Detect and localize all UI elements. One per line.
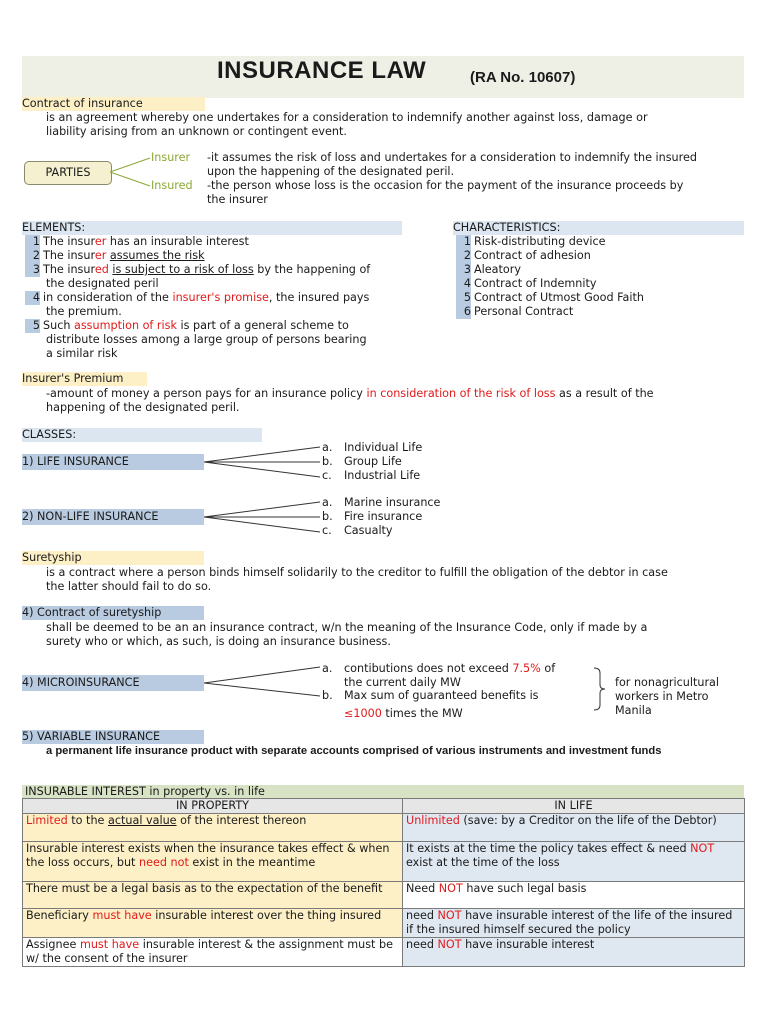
characteristic-item-1: 1 Risk-distributing device	[456, 235, 744, 249]
table-header-row	[23, 799, 745, 814]
characteristic-item-3: 3 Aleatory	[456, 263, 744, 277]
property-cell: Insurable interest exists when the insurance takes effect & when the loss occurs, but need not exist in the meantime	[23, 842, 403, 882]
element-item-5: 5 Such assumption of risk is part of a general scheme to distribute losses among a large group of persons bearing a similar risk	[25, 319, 405, 361]
property-cell: There must be a legal basis as to the expectation of the benefit	[23, 882, 403, 909]
micro-note-line3: Manila	[615, 704, 652, 717]
column-header-property: IN PROPERTY	[23, 799, 403, 814]
life-class-c: c. Industrial Life	[322, 469, 421, 482]
contract-suretyship-heading: 4) Contract of suretyship	[22, 606, 204, 620]
property-cell: Limited to the actual value of the interest thereon	[23, 814, 403, 842]
variable-insurance-label: 5) VARIABLE INSURANCE	[22, 730, 204, 744]
parties-box: PARTIES	[24, 161, 112, 185]
non-life-insurance-label: 2) NON-LIFE INSURANCE	[22, 509, 204, 525]
life-insurance-label: 1) LIFE INSURANCE	[22, 454, 204, 470]
life-cell: Unlimited (save: by a Creditor on the life of the Debtor)	[403, 814, 745, 842]
non-life-class-a: a. Marine insurance	[322, 496, 441, 509]
classes-heading: CLASSES:	[22, 428, 262, 442]
table-row	[23, 842, 745, 882]
element-item-2: 2 The insurer assumes the risk	[25, 249, 405, 263]
characteristic-item-6: 6 Personal Contract	[456, 305, 744, 319]
life-cell: It exists at the time the policy takes effect & need NOT exist at the time of the loss	[403, 842, 745, 882]
column-header-life: IN LIFE	[403, 799, 745, 814]
property-cell: Assignee must have insurable interest & the assignment must be w/ the consent of the insurer	[23, 938, 403, 967]
micro-bracket	[592, 667, 608, 711]
contract-definition-line1: is an agreement whereby one undertakes for a consideration to indemnify another against loss, damage or	[46, 111, 648, 124]
micro-note-line1: for nonagricultural	[615, 676, 720, 689]
micro-note-line2: workers in Metro	[615, 690, 709, 703]
premium-heading: Insurer's Premium	[22, 372, 147, 386]
contract-suretyship-line1: shall be deemed to be an an insurance contract, w/n the meaning of the Insurance Code, only if made by a	[46, 621, 648, 634]
microinsurance-connector	[204, 660, 322, 704]
micro-class-a-letter: a.	[322, 662, 333, 675]
characteristics-list	[456, 235, 744, 319]
characteristic-item-2: 2 Contract of adhesion	[456, 249, 744, 263]
table-row	[23, 882, 745, 909]
variable-insurance-definition: a permanent life insurance product with separate accounts comprised of various instruments and investment funds	[46, 745, 662, 757]
element-item-1: 1 The insurer has an insurable interest	[25, 235, 405, 249]
premium-definition-line2: happening of the designated peril.	[46, 401, 240, 414]
life-cell: Need NOT have such legal basis	[403, 882, 745, 909]
insurer-definition-line2: upon the happening of the designated peril.	[207, 165, 455, 178]
insured-label: Insured	[151, 179, 193, 192]
suretyship-definition-line1: is a contract where a person binds himself solidarily to the creditor to fulfill the obligation of the debtor in case	[46, 566, 668, 579]
characteristics-heading: CHARACTERISTICS:	[453, 221, 744, 235]
contract-suretyship-line2: surety who or which, as such, is doing an insurance business.	[46, 635, 391, 648]
page-title: INSURANCE LAW	[217, 57, 427, 84]
characteristic-item-5: 5 Contract of Utmost Good Faith	[456, 291, 744, 305]
life-class-a: a. Individual Life	[322, 441, 423, 454]
characteristic-item-4: 4 Contract of Indemnity	[456, 277, 744, 291]
parties-connector	[110, 150, 152, 194]
micro-class-a-line1: contibutions does not exceed 7.5% of	[344, 662, 556, 675]
micro-class-b-line2: ≤1000 times the MW	[344, 707, 463, 720]
contract-definition-line2: liability arising from an unknown or contingent event.	[46, 125, 347, 138]
non-life-class-c: c. Casualty	[322, 524, 393, 537]
insurable-interest-title: INSURABLE INTEREST in property vs. in life	[22, 785, 744, 798]
table-row	[23, 909, 745, 938]
micro-class-a-line2: the current daily MW	[344, 676, 461, 689]
element-item-4: 4 in consideration of the insurer's promise, the insured pays the premium.	[25, 291, 405, 319]
non-life-class-b: b. Fire insurance	[322, 510, 423, 523]
life-class-b: b. Group Life	[322, 455, 402, 468]
table-row	[23, 814, 745, 842]
suretyship-heading: Suretyship	[22, 551, 204, 565]
title-bar	[22, 56, 744, 98]
life-insurance-connector	[204, 440, 322, 484]
element-item-3: 3 The insured is subject to a risk of loss by the happening of the designated peril	[25, 263, 405, 291]
microinsurance-label: 4) MICROINSURANCE	[22, 675, 204, 691]
life-cell: need NOT have insurable interest	[403, 938, 745, 967]
property-cell: Beneficiary must have insurable interest over the thing insured	[23, 909, 403, 938]
insured-definition-line1: -the person whose loss is the occasion for the payment of the insurance proceeds by	[207, 179, 684, 192]
elements-list	[25, 235, 405, 361]
micro-class-b-letter: b.	[322, 689, 333, 702]
insurer-definition-line1: -it assumes the risk of loss and undertakes for a consideration to indemnify the insured	[207, 151, 697, 164]
insured-definition-line2: the insurer	[207, 193, 268, 206]
premium-definition-line1: -amount of money a person pays for an insurance policy in consideration of the risk of loss as a result of the	[46, 387, 654, 400]
non-life-insurance-connector	[204, 495, 322, 539]
suretyship-definition-line2: the latter should fail to do so.	[46, 580, 212, 593]
elements-heading: ELEMENTS:	[22, 221, 402, 235]
micro-class-b-line1: Max sum of guaranteed benefits is	[344, 689, 539, 702]
table-row	[23, 938, 745, 967]
life-cell: need NOT have insurable interest of the life of the insured if the insured himself secured the policy	[403, 909, 745, 938]
insurer-label: Insurer	[151, 151, 191, 164]
contract-heading: Contract of insurance	[22, 97, 205, 111]
page-subtitle: (RA No. 10607)	[470, 69, 576, 86]
insurable-interest-table	[22, 798, 745, 967]
